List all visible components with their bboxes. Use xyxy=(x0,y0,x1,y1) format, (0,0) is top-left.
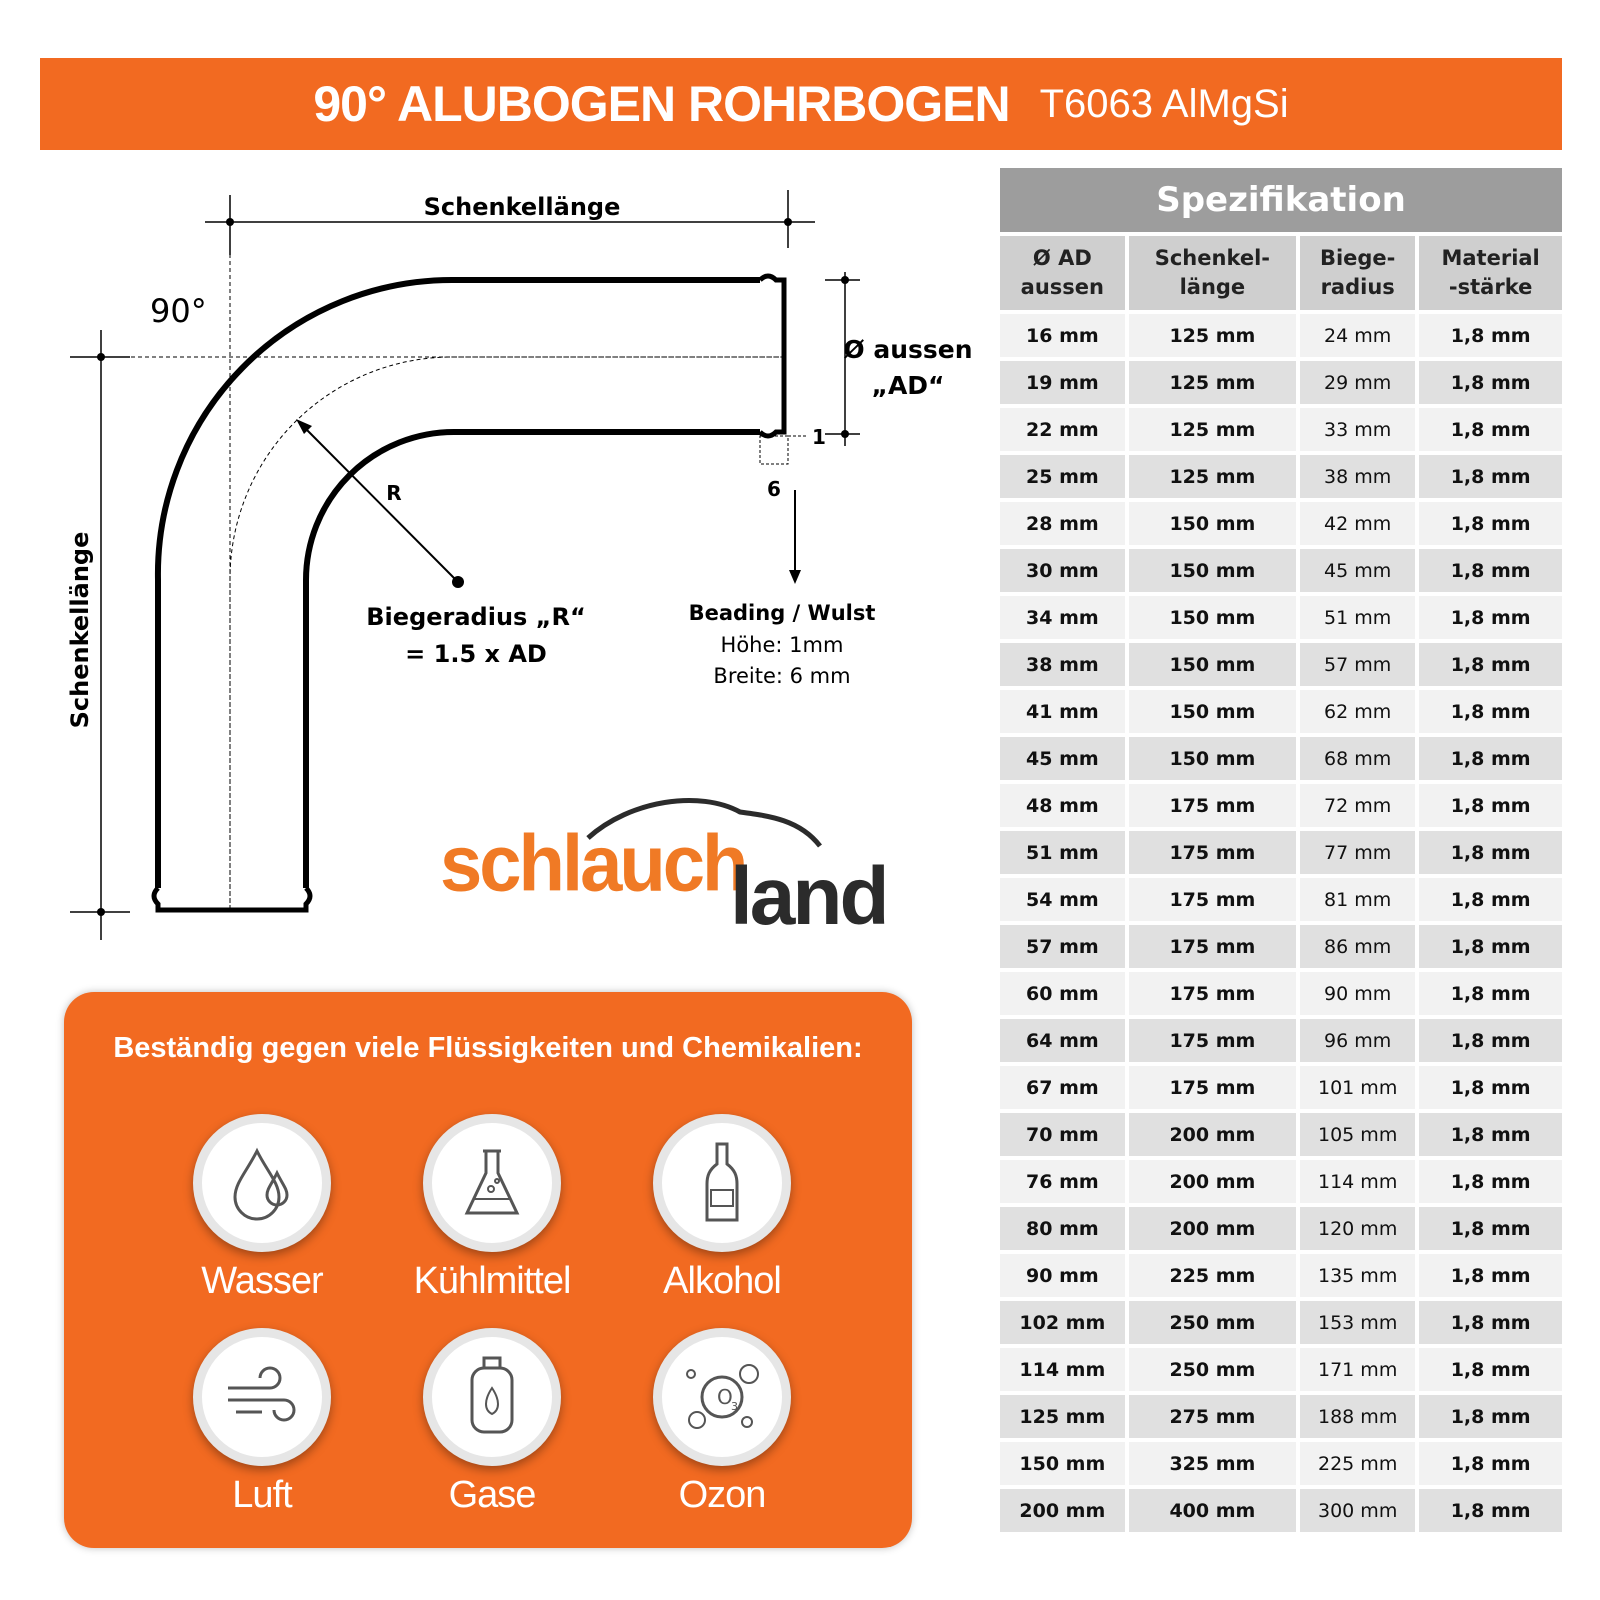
cell-bend-radius: 188 mm xyxy=(1300,1395,1415,1438)
cell-wall-thickness: 1,8 mm xyxy=(1419,1301,1562,1344)
chemical-item-air xyxy=(152,1328,372,1517)
page-title: 90° ALUBOGEN ROHRBOGEN xyxy=(313,76,1010,132)
table-row xyxy=(1000,972,1562,1015)
cell-leg-length: 250 mm xyxy=(1129,1301,1296,1344)
cell-diameter: 80 mm xyxy=(1000,1207,1125,1250)
column-header-leg-length: Schenkel- länge xyxy=(1129,236,1296,310)
logo-text-dark: land xyxy=(730,851,887,942)
r-label: R xyxy=(386,481,402,505)
cell-leg-length: 150 mm xyxy=(1129,690,1296,733)
cell-wall-thickness: 1,8 mm xyxy=(1419,1066,1562,1109)
page-subtitle: T6063 AlMgSi xyxy=(1039,81,1289,126)
cell-wall-thickness: 1,8 mm xyxy=(1419,643,1562,686)
cell-bend-radius: 51 mm xyxy=(1300,596,1415,639)
bead-height: Höhe: 1mm xyxy=(720,633,844,657)
cell-diameter: 30 mm xyxy=(1000,549,1125,592)
table-row xyxy=(1000,596,1562,639)
radius-label-2: = 1.5 x AD xyxy=(405,640,547,668)
cell-bend-radius: 62 mm xyxy=(1300,690,1415,733)
specification-table xyxy=(996,232,1566,1536)
cell-diameter: 125 mm xyxy=(1000,1395,1125,1438)
cell-bend-radius: 114 mm xyxy=(1300,1160,1415,1203)
cell-leg-length: 200 mm xyxy=(1129,1113,1296,1156)
cell-leg-length: 150 mm xyxy=(1129,737,1296,780)
cell-leg-length: 125 mm xyxy=(1129,408,1296,451)
cell-wall-thickness: 1,8 mm xyxy=(1419,1113,1562,1156)
cell-wall-thickness: 1,8 mm xyxy=(1419,1442,1562,1485)
cell-leg-length: 175 mm xyxy=(1129,1019,1296,1062)
cell-diameter: 48 mm xyxy=(1000,784,1125,827)
table-row xyxy=(1000,361,1562,404)
cell-diameter: 19 mm xyxy=(1000,361,1125,404)
chemical-label: Gase xyxy=(448,1474,536,1516)
cell-leg-length: 200 mm xyxy=(1129,1160,1296,1203)
cell-leg-length: 150 mm xyxy=(1129,502,1296,545)
table-row xyxy=(1000,1301,1562,1344)
cell-leg-length: 175 mm xyxy=(1129,784,1296,827)
cell-diameter: 76 mm xyxy=(1000,1160,1125,1203)
chemical-item-ozone xyxy=(612,1328,832,1517)
cell-wall-thickness: 1,8 mm xyxy=(1419,878,1562,921)
cell-bend-radius: 42 mm xyxy=(1300,502,1415,545)
table-row xyxy=(1000,1395,1562,1438)
cell-wall-thickness: 1,8 mm xyxy=(1419,361,1562,404)
cell-wall-thickness: 1,8 mm xyxy=(1419,1160,1562,1203)
bead-height-tag: 1 xyxy=(812,425,826,449)
table-row xyxy=(1000,1489,1562,1532)
table-row xyxy=(1000,408,1562,451)
cell-leg-length: 175 mm xyxy=(1129,878,1296,921)
svg-text:O: O xyxy=(717,1385,733,1409)
cell-wall-thickness: 1,8 mm xyxy=(1419,549,1562,592)
cell-wall-thickness: 1,8 mm xyxy=(1419,1348,1562,1391)
logo-text-orange: schlauch xyxy=(440,818,746,909)
cell-leg-length: 275 mm xyxy=(1129,1395,1296,1438)
cell-diameter: 67 mm xyxy=(1000,1066,1125,1109)
table-row xyxy=(1000,549,1562,592)
table-row xyxy=(1000,1207,1562,1250)
cell-leg-length: 175 mm xyxy=(1129,925,1296,968)
cell-diameter: 51 mm xyxy=(1000,831,1125,874)
cell-wall-thickness: 1,8 mm xyxy=(1419,1019,1562,1062)
table-row xyxy=(1000,455,1562,498)
cell-wall-thickness: 1,8 mm xyxy=(1419,314,1562,357)
cell-diameter: 25 mm xyxy=(1000,455,1125,498)
cell-wall-thickness: 1,8 mm xyxy=(1419,1489,1562,1532)
cell-diameter: 114 mm xyxy=(1000,1348,1125,1391)
table-row xyxy=(1000,784,1562,827)
cell-diameter: 16 mm xyxy=(1000,314,1125,357)
cell-diameter: 90 mm xyxy=(1000,1254,1125,1297)
cell-bend-radius: 153 mm xyxy=(1300,1301,1415,1344)
chemical-label: Kühlmittel xyxy=(413,1260,571,1302)
chemical-item-water xyxy=(152,1114,372,1303)
cell-bend-radius: 120 mm xyxy=(1300,1207,1415,1250)
cell-diameter: 38 mm xyxy=(1000,643,1125,686)
cell-diameter: 150 mm xyxy=(1000,1442,1125,1485)
table-row xyxy=(1000,1348,1562,1391)
cell-bend-radius: 24 mm xyxy=(1300,314,1415,357)
cell-diameter: 102 mm xyxy=(1000,1301,1125,1344)
table-row xyxy=(1000,1066,1562,1109)
table-row xyxy=(1000,1160,1562,1203)
column-header-diameter: Ø AD aussen xyxy=(1000,236,1125,310)
cell-leg-length: 225 mm xyxy=(1129,1254,1296,1297)
cell-bend-radius: 86 mm xyxy=(1300,925,1415,968)
chemical-label: Wasser xyxy=(201,1260,323,1302)
cell-wall-thickness: 1,8 mm xyxy=(1419,925,1562,968)
cell-diameter: 34 mm xyxy=(1000,596,1125,639)
cell-wall-thickness: 1,8 mm xyxy=(1419,831,1562,874)
cell-wall-thickness: 1,8 mm xyxy=(1419,455,1562,498)
table-row xyxy=(1000,925,1562,968)
side-dimension-label: Schenkellänge xyxy=(66,531,94,729)
water-drops-icon xyxy=(193,1114,331,1252)
cell-leg-length: 200 mm xyxy=(1129,1207,1296,1250)
chemical-item-alcohol xyxy=(612,1114,832,1303)
cell-diameter: 60 mm xyxy=(1000,972,1125,1015)
table-row xyxy=(1000,1442,1562,1485)
cell-bend-radius: 77 mm xyxy=(1300,831,1415,874)
cell-leg-length: 150 mm xyxy=(1129,596,1296,639)
table-row xyxy=(1000,690,1562,733)
title-banner xyxy=(40,58,1562,150)
table-row xyxy=(1000,831,1562,874)
radius-label-1: Biegeradius „R“ xyxy=(366,603,586,631)
cell-leg-length: 125 mm xyxy=(1129,455,1296,498)
svg-text:3: 3 xyxy=(731,1400,738,1413)
cell-wall-thickness: 1,8 mm xyxy=(1419,1254,1562,1297)
bead-width: Breite: 6 mm xyxy=(713,664,851,688)
chemical-label: Luft xyxy=(232,1474,292,1516)
cell-leg-length: 125 mm xyxy=(1129,361,1296,404)
table-row xyxy=(1000,1254,1562,1297)
cell-wall-thickness: 1,8 mm xyxy=(1419,972,1562,1015)
cell-diameter: 41 mm xyxy=(1000,690,1125,733)
table-row xyxy=(1000,1019,1562,1062)
gas-cylinder-icon xyxy=(423,1328,561,1466)
cell-leg-length: 250 mm xyxy=(1129,1348,1296,1391)
wind-icon xyxy=(193,1328,331,1466)
cell-bend-radius: 38 mm xyxy=(1300,455,1415,498)
cell-wall-thickness: 1,8 mm xyxy=(1419,1207,1562,1250)
cell-bend-radius: 90 mm xyxy=(1300,972,1415,1015)
cell-wall-thickness: 1,8 mm xyxy=(1419,408,1562,451)
chemical-label: Alkohol xyxy=(663,1260,781,1302)
table-row xyxy=(1000,643,1562,686)
table-row xyxy=(1000,737,1562,780)
cell-wall-thickness: 1,8 mm xyxy=(1419,1395,1562,1438)
chemical-label: Ozon xyxy=(678,1474,766,1516)
cell-diameter: 22 mm xyxy=(1000,408,1125,451)
chemical-item-gas xyxy=(382,1328,602,1517)
cell-diameter: 70 mm xyxy=(1000,1113,1125,1156)
cell-bend-radius: 29 mm xyxy=(1300,361,1415,404)
table-row xyxy=(1000,1113,1562,1156)
cell-leg-length: 150 mm xyxy=(1129,643,1296,686)
cell-diameter: 200 mm xyxy=(1000,1489,1125,1532)
top-dimension-label: Schenkellänge xyxy=(423,193,621,221)
table-row xyxy=(1000,502,1562,545)
cell-leg-length: 150 mm xyxy=(1129,549,1296,592)
chemical-resistance-panel xyxy=(64,992,912,1548)
cell-bend-radius: 81 mm xyxy=(1300,878,1415,921)
cell-bend-radius: 105 mm xyxy=(1300,1113,1415,1156)
cell-bend-radius: 300 mm xyxy=(1300,1489,1415,1532)
table-row xyxy=(1000,878,1562,921)
cell-wall-thickness: 1,8 mm xyxy=(1419,690,1562,733)
bead-width-tag: 6 xyxy=(767,477,781,501)
cell-wall-thickness: 1,8 mm xyxy=(1419,737,1562,780)
flask-icon xyxy=(423,1114,561,1252)
cell-diameter: 54 mm xyxy=(1000,878,1125,921)
bottle-icon xyxy=(653,1114,791,1252)
cell-leg-length: 175 mm xyxy=(1129,831,1296,874)
ozone-icon xyxy=(653,1328,791,1466)
cell-diameter: 57 mm xyxy=(1000,925,1125,968)
cell-bend-radius: 33 mm xyxy=(1300,408,1415,451)
table-header-row xyxy=(1000,236,1562,310)
cell-leg-length: 400 mm xyxy=(1129,1489,1296,1532)
cell-bend-radius: 72 mm xyxy=(1300,784,1415,827)
cell-diameter: 28 mm xyxy=(1000,502,1125,545)
spec-title: Spezifikation xyxy=(1000,168,1562,232)
cell-leg-length: 175 mm xyxy=(1129,1066,1296,1109)
cell-bend-radius: 45 mm xyxy=(1300,549,1415,592)
cell-bend-radius: 68 mm xyxy=(1300,737,1415,780)
cell-bend-radius: 96 mm xyxy=(1300,1019,1415,1062)
cell-wall-thickness: 1,8 mm xyxy=(1419,784,1562,827)
chemical-headline: Beständig gegen viele Flüssigkeiten und Chemikalien: xyxy=(113,1032,863,1064)
cell-wall-thickness: 1,8 mm xyxy=(1419,502,1562,545)
column-header-wall-thickness: Material -stärke xyxy=(1419,236,1562,310)
ad-label-1: Ø aussen xyxy=(843,335,973,364)
column-header-bend-radius: Biege- radius xyxy=(1300,236,1415,310)
bead-title: Beading / Wulst xyxy=(688,601,876,625)
cell-leg-length: 325 mm xyxy=(1129,1442,1296,1485)
chemical-item-coolant xyxy=(382,1114,602,1303)
ad-label-2: „AD“ xyxy=(871,371,945,400)
specification-table-panel xyxy=(1000,168,1562,1536)
table-row xyxy=(1000,314,1562,357)
cell-bend-radius: 171 mm xyxy=(1300,1348,1415,1391)
cell-bend-radius: 57 mm xyxy=(1300,643,1415,686)
cell-diameter: 45 mm xyxy=(1000,737,1125,780)
cell-wall-thickness: 1,8 mm xyxy=(1419,596,1562,639)
brand-logo xyxy=(440,780,900,942)
cell-bend-radius: 101 mm xyxy=(1300,1066,1415,1109)
cell-bend-radius: 135 mm xyxy=(1300,1254,1415,1297)
cell-leg-length: 175 mm xyxy=(1129,972,1296,1015)
cell-bend-radius: 225 mm xyxy=(1300,1442,1415,1485)
cell-diameter: 64 mm xyxy=(1000,1019,1125,1062)
cell-leg-length: 125 mm xyxy=(1129,314,1296,357)
table-body xyxy=(1000,314,1562,1532)
angle-label: 90° xyxy=(150,292,207,330)
